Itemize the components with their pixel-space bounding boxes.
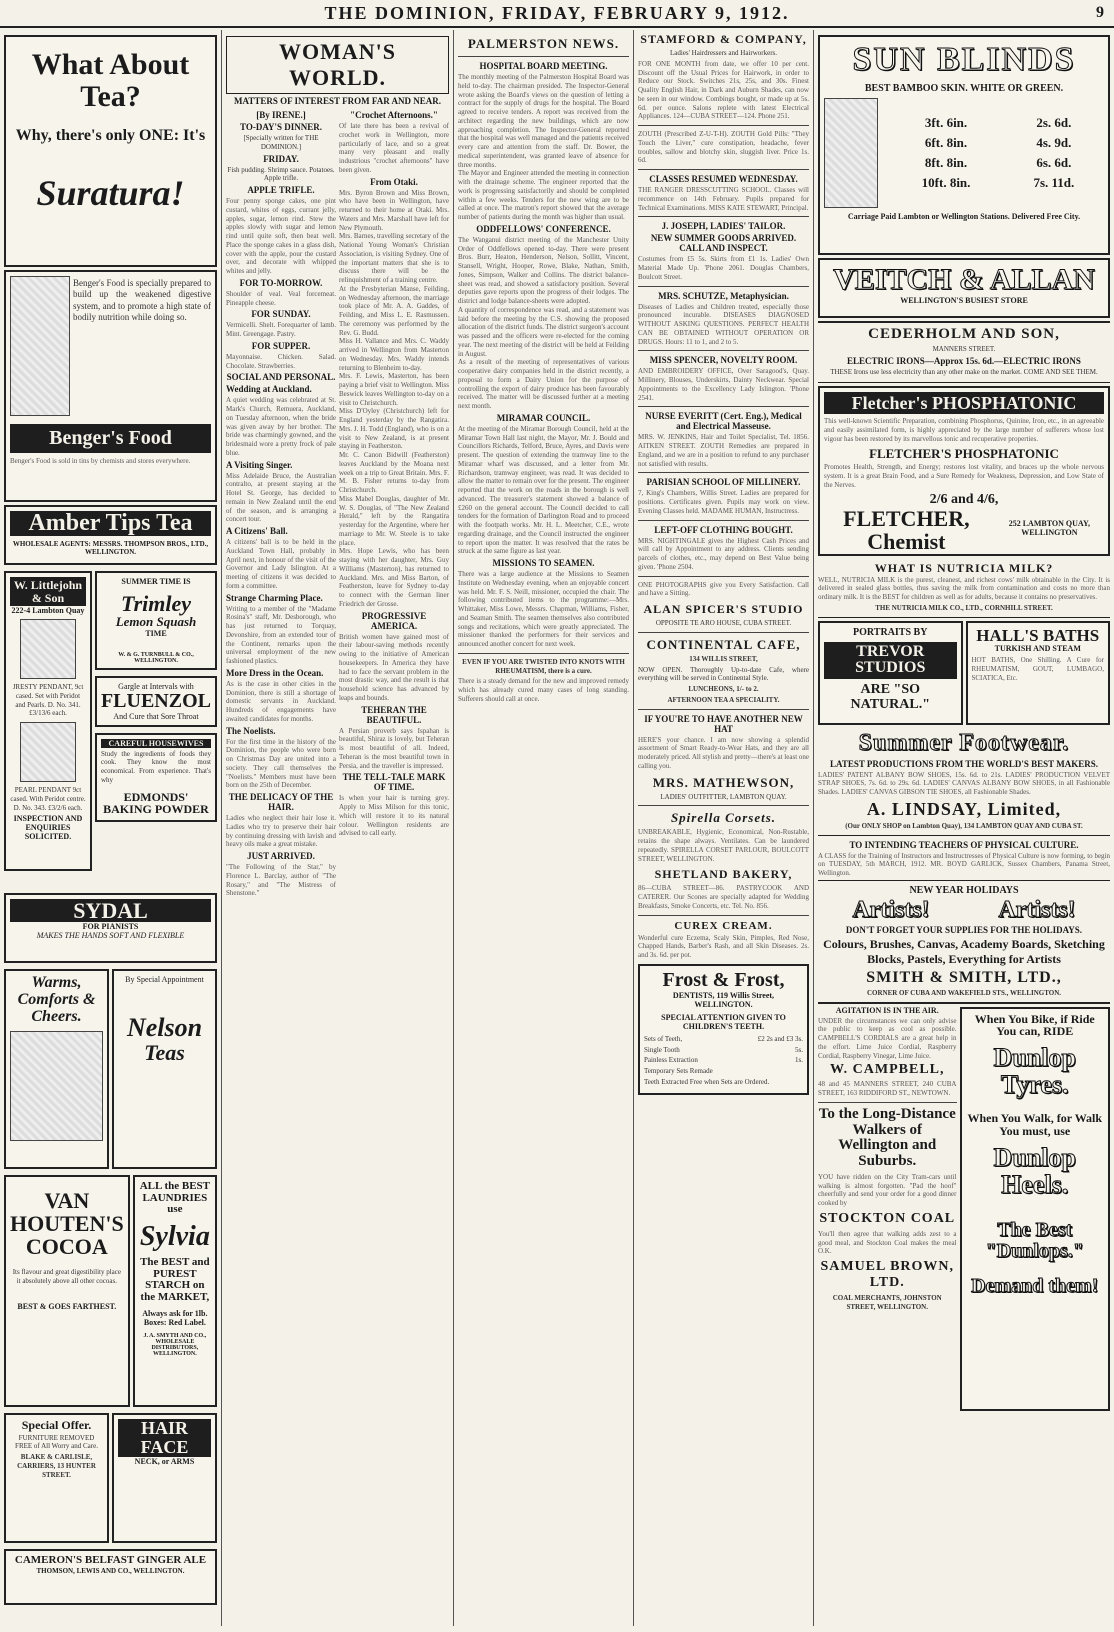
sylvia-starch-ad <box>133 1175 217 1407</box>
pendant-illustration <box>20 619 76 679</box>
schutze: MRS. SCHUTZE, Metaphysician. <box>658 290 789 301</box>
luncheons: LUNCHEONS, 1/- to 2. <box>688 685 759 693</box>
hospital-meeting: HOSPITAL BOARD MEETING. <box>479 61 608 71</box>
lindsay-address: (Our ONLY SHOP on Lambton Quay), 134 LAMBTON QUAY AND CUBA ST. <box>845 821 1083 830</box>
carriage-note: Carriage Paid Lambton or Wellington Stations. Delivered Free City. <box>847 212 1081 221</box>
telltale-mark: THE TELL-TALE MARK OF TIME. <box>342 772 446 793</box>
sun-blinds-ad <box>818 35 1110 255</box>
amber-brand: Amber Tips Tea <box>10 511 211 536</box>
todays-dinner: TO-DAY'S DINNER. <box>239 122 323 132</box>
pendant-2: PEARL PENDANT 9ct cased. With Peridot centre. D. No. 343. £3/2/6 each. <box>10 786 86 812</box>
sun-blinds-title: SUN BLINDS <box>852 41 1076 78</box>
cup-illustration <box>10 1031 103 1141</box>
cafe-open: NOW OPEN. Thoroughly Up-to-date Cafe, where everything will be served in Continental Style. <box>638 665 809 683</box>
trimley-ad <box>95 571 217 670</box>
ladies-tailor: J. JOSEPH, LADIES' TAILOR. <box>661 221 786 232</box>
campbell-firm: W. CAMPBELL, <box>829 1062 945 1078</box>
parisian-school: PARISIAN SCHOOL OF MILLINERY. <box>646 477 801 488</box>
children-teeth: SPECIAL ATTENTION GIVEN TO CHILDREN'S TEETH. <box>661 1012 786 1031</box>
hair-sub: NECK, or ARMS <box>134 1456 195 1466</box>
cederholm-name: CEDERHOLM AND SON, <box>868 326 1060 342</box>
special-note: [Specially written for THE DOMINION.] <box>243 134 319 151</box>
apple-trifle: APPLE TRIFLE. <box>247 185 315 195</box>
portraits-top: PORTRAITS BY <box>853 626 928 638</box>
column-2-womans-world: WOMAN'S WORLD. MATTERS OF INTEREST FROM FAR AND NEAR. [By IRENE.] TO-DAY'S DINNER. [Specially written for THE DOMINION.] FRIDAY. Fish pudding. Shrimp sauce. Potatoes. Apple trifle. APPLE TRIFLE. Four penny sponge cakes, one pint custard, whites of eggs, currant jelly, apples, sugar, lemon rind. Stew the apples slowly with sugar and lemon rind until quite soft, then beat well. Place the sponge cakes in a glass dish, cover with the apple, pour the custard over, and decorate with whipped whites and jelly. FOR TO-MORROW. Shoulder of veal. Veal forcemeat. Pineapple cheese. FOR SUNDAY. Vermicelli. Shelt. Forequarter of lamb. Mint. Greengage. Pastry. FOR SUPPER. Mayonnaise. Chicken. Salad. Chocolate. Strawberries. SOCIAL AND PERSONAL. Wedding at Auckland. A quiet wedding was celebrated at St. Mark's Church, Remuera, Auckland, on Tuesday afternoon, when the bride was given away by her brother. The bride was charmingly gowned, and the bridesmaid wore a pretty frock of pale blue. A Visiting Singer. Miss Adelaide Bruce, the Australian contralto, at present staying at the Hotel St. George, has decided to remain in New Zealand until the end of the season, and is arranging a concert tour. A Citizens' Ball. A citizens' ball is to be held in the Auckland Town Hall, probably in April next, in honour of the visit of the Governor and Lady Islington. At a meeting of citizens it was decided to form a committee. Strange Charming Place. Writing to a member of the "Madame Rosina's" staff, Mr. Desborough, who has just returned to Torquay, Devonshire, from an extended tour of the Continent, remarks upon the universal employment of the new fashioned plastics. More Dress in the Ocean. As is the case in other cities in the Dominion, there is still a shortage of domestic servants in Auckland. Hundreds of engagements have awaited candidates for months. The Noelists. For the first time in the history of the Dominion, the people who were born on Christmas Day are united into a society. They call themselves the "Noelists." Members must have been born on the 25th of December. THE DELICACY OF THE HAIR. Ladies who neglect their hair lose it. Ladies who try to preserve their hair by continuing dressing with lavish and heavy oils make a great mistake. JUST ARRIVED. "The Following of the Star," by Florence L. Barclay, author of "The Rosary," and "The Mistress of Shenstone." "Crochet Afternoons." Of late there has been a revival of crochet work in Wellington, more particularly of lace, and so a great many very pleasant and really industrious "crochet afternoons" have been given. From Otaki. Mrs. Byron Brown and Miss Brown, who have been in Wellington, have returned to their home at Otaki. Mrs. Waters and Mrs. Marshall have left for New Plymouth. Mrs. Barnes, travelling secretary of the National Young Woman's Christian Association, is visiting Sydney. One of the important matters that she is to discuss there will be the relinquishment of a training centre. At the Presbyterian Manse, Feilding, on Wednesday afternoon, the marriage took place of Mr. A. A. Gaddes, of Feilding, and Miss L. E. Rasmussen. The ceremony was performed by the Rev. G. Budd. Miss H. Vallance and Mrs. C. Waddy arrived in Wellington from Masterton on Wednesday. Mrs. Waddy intends returning to Blenheim to-day. Mrs. F. Lewis, Masterton, has been paying a brief visit to Wellington. Miss Beswick leaves Wellington to-day on a visit to Christchurch. Miss D'Oyley (Christchurch) left for England yesterday by the Rangatira. Mrs. J. H. Todd (England), who is on a visit to New Zealand, is at present staying in Featherston. Mr. C. Canon Bidwill (Featherston) leaves Auckland by the Moana next week on a trip to Great Britain. Mrs. F. M. B. Fisher returns to-day from Christchurch. Miss Mabel Douglas, daughter of Mr. W. S. Douglas, of "The New Zealand Herald," left by the Rangatira yesterday for the Argentine, where her marriage to Mr. W. Steele is to take place. Mrs. Hope Lewis, who has been staying with her daughter, Mrs. Guy Williams (Masterton), has returned to Auckland. Mrs. and Miss Barton, of Featherston, leave for Sydney to-day to connect with the German liner Friedrich der Grosse. PROGRESSIVE AMERICA. British women have gained most of their labour-saving methods recently owing to the initiative of American housekeepers. In America they have had to face the servant problem in the most drastic way, and the result is that household science has advanced by leaps and bounds. TEHERAN THE BEAUTIFUL. A Persian proverb says Ispahan is beautiful, Shiraz is lovely, but Teheran is most beautiful of all. Indeed, Teheran is the most beautiful town in Persia, and the traveller is impressed. THE TELL-TALE MARK OF TIME. Is when your hair is turning grey. Apply to Miss Milson for this tonic, which will restore it to its natural colour. Wellington residents are advised to call early. <box>222 30 454 1626</box>
sydal-sub: FOR PIANISTS <box>82 922 139 932</box>
ginger-agents: THOMSON, LEWIS AND CO., WELLINGTON. <box>36 1566 185 1575</box>
price-row: 8ft. 8in. 6s. 6d. <box>924 155 1072 170</box>
veitch-allan-ad <box>818 258 1110 318</box>
shetland-bakery: SHETLAND BAKERY, <box>654 867 793 882</box>
womans-world-subtitle: MATTERS OF INTEREST FROM FAR AND NEAR. <box>234 96 441 106</box>
dunlop-line2: When You Walk, for Walk You must, use <box>967 1111 1103 1139</box>
continental-cafe: CONTINENTAL CAFE, <box>646 636 801 652</box>
veitch-name: VEITCH & ALLAN <box>833 263 1095 296</box>
stockton-coal: STOCKTON COAL <box>819 1210 956 1226</box>
miss-spencer: MISS SPENCER, NOVELTY ROOM. <box>649 355 798 366</box>
artists-sub: DON'T FORGET YOUR SUPPLIES FOR THE HOLIDAYS. <box>845 924 1083 935</box>
trimley-time: TIME <box>145 628 167 638</box>
baths-name: HALL'S BATHS <box>976 625 1100 645</box>
sylvia-agent: J. A. SMYTH AND CO., WHOLESALE DISTRIBUTORS, WELLINGTON. <box>143 1333 207 1358</box>
sylvia-ask: Always ask for 1lb. Boxes: Red Label. <box>142 1309 208 1328</box>
citizens-ball: A Citizens' Ball. <box>226 526 288 536</box>
fluenzol-brand: FLUENZOL <box>100 689 211 712</box>
column-3-palmerston-news: PALMERSTON NEWS. HOSPITAL BOARD MEETING. The monthly meeting of the Palmerston Hospital Board was held to-day. The chairman presided. The Inspector-General wrote asking the Board's views on the question of letting a contract for the supply of drugs for the hospital. The Board agreed to receive tenders. A report was received from the architect regarding the new buildings, which are now approaching completion. The Inspector-General reported that the hospital was well managed and the patients received every care and attention from the staff. Dr. Bower, the medical superintendent, was granted leave of absence for three months. The Mayor and Engineer attended the meeting in connection with the drainage scheme. The engineer reported that the work is progressing satisfactorily and should be completed within a few weeks. Tenders for the new wing are to be called at once. The matron's report showed that the average number of patients during the month was higher than usual. ODDFELLOWS' CONFERENCE. The Wanganui district meeting of the Manchester Unity Order of Oddfellows opened to-day. There were present Bros. Burr, Heaton, Henderson, Nelson, Sollitt, Vincent, Stansell, Wright, Hooper, Rowe, Blake, Nathan, Smith, Jones, Simpson, Walker and Collins. The district balance-sheet was read, and showed a satisfactory position. Several deputies gave reports upon the progress of their lodges. The district and lodge balance-sheets were adopted. A quantity of correspondence was read, and a statement was laid before the meeting by the C.S. showing the proposed allocation of the district funds. The district surgeon's account was passed and the officers were re-elected for the coming year. The next meeting of the district will be held at Feilding in August. As a result of the meeting of representatives of various cooperative dairy companies held in the district recently, a proposal to form a Dairy Union for the purpose of controlling the export of dairy produce has been favourably received. The matter will be discussed further at a meeting next month. MIRAMAR COUNCIL. At the meeting of the Miramar Borough Council, held at the Miramar Town Hall last night, the Mayor, Mr. J. Bould and Councillors Richards, Telford, Bruce, Ayres, and Davis were present. The question of extending the tramway line to the Miramar wharf was discussed, and a letter from Mr. Richardson, tramway engineer, was read. It was decided to allow the matter to remain over for the present. The engineer reported that the work on the roads in the borough is well advanced. The treasurer's statement showed a balance of £260 on the general account. The Council decided to call tenders for the formation of Darlington Road and to proceed with the footpath works. Mr. H. L. Meetcher, C.E., wrote regarding drainage, and the Council instructed the engineer to report upon the matter. It was resolved that the rates be struck at the same figure as last year. MISSIONS TO SEAMEN. There was a large audience at the Missions to Seamen Institute on Wednesday evening, when an enjoyable concert was held. Mr. F. S. Neill, missioner, occupied the chair. The following contributed items to the programme:—Mrs. Whittaker, Miss Lowe, Messrs. Chapman, Williams, Fisher, and Seaman Smith. The seamen themselves also contributed songs and recitations, which were greatly appreciated. The missioner thanked the performers for their services and announced another concert for next week. EVEN IF YOU ARE TWISTED INTO KNOTS WITH RHEUMATISM, there is a cure. There is a steady demand for the new and improved remedy which has already cured many cases of long standing. Sufferers should call at once. <box>454 30 634 1626</box>
fluenzol-text: Gargle at Intervals with <box>118 681 194 691</box>
stamford-name: STAMFORD & COMPANY, <box>640 32 807 46</box>
friday-label: FRIDAY. <box>263 153 299 164</box>
miramar-council: MIRAMAR COUNCIL. <box>496 412 591 423</box>
furniture-ad <box>4 1413 109 1543</box>
furniture-title: Special Offer. <box>21 1418 92 1432</box>
vanhouten-ad <box>4 1175 130 1407</box>
vanhouten-brand: VAN HOUTEN'S COCOA <box>10 1188 124 1260</box>
sylvia-brand: Sylvia <box>139 1220 210 1252</box>
housewives-title: CAREFUL HOUSEWIVES <box>101 739 211 748</box>
lindsay-firm: A. LINDSAY, Limited, <box>866 798 1062 819</box>
dunlop-best: The Best "Dunlops." <box>985 1219 1084 1263</box>
vanhouten-text: Its flavour and great digestibility place it absolutely above all other cocoas. <box>12 1268 121 1286</box>
coal-sub: COAL MERCHANTS, JOHNSTON STREET, WELLINGTON. <box>832 1294 942 1311</box>
agitation-title: AGITATION IS IN THE AIR. <box>835 1005 939 1015</box>
teeth-item: Painless Extraction 1s. <box>644 1056 803 1065</box>
cederholm-text: THESE Irons use less electricity than any other make on the market. COME AND SEE THEM. <box>830 367 1098 376</box>
artists-title: Artists! <box>852 896 930 923</box>
charming-place: Strange Charming Place. <box>226 592 323 603</box>
phosphatonic-price: 2/6 and 4/6, <box>929 491 999 507</box>
dunlop-tyres: Dunlop Tyres. <box>993 1042 1076 1100</box>
footwear-title: Summer Footwear. <box>858 729 1070 756</box>
new-hat: IF YOU'RE TO HAVE ANOTHER NEW HAT <box>644 713 803 734</box>
afternoon-tea: AFTERNOON TEA A SPECIALITY. <box>667 695 780 704</box>
sydal-brand: SYDAL <box>10 899 211 922</box>
price-row: 3ft. 6in. 2s. 6d. <box>924 115 1072 130</box>
from-otaki: From Otaki. <box>370 176 418 187</box>
price-row: 6ft. 8in. 4s. 9d. <box>924 135 1072 150</box>
teheran-beautiful: TEHERAN THE BEAUTIFUL. <box>361 704 427 725</box>
trimley-sub: Lemon Squash <box>115 614 197 630</box>
veitch-tag: WELLINGTON'S BUSIEST STORE <box>900 295 1028 305</box>
column-4-small-ads: STAMFORD & COMPANY, Ladies' Hairdressers and Hairworkers. FOR ONE MONTH from date, we offer 10 per cent. Discount off the Usual Prices for Hairwork, in order to Reduce our Stock. Switches 21s, 25s, and 30s. Finest Quality English Hair, in Dark and Auburn Shades, can now be seen in our window. Combings bought, or made up at 5s. 6d. per ounce. Salons replete with latest Electrical Appliances. 124—CUBA STREET—124. Phone 251. ZOUTH (Prescribed Z-U-T-H). ZOUTH Gold Pills: "They Touch the Liver," cure constipation, headache, fever troubles, sallow and blotchy skin, sluggish liver. Price 1s. 6d. CLASSES RESUMED WEDNESDAY. THE RANGER DRESSCUTTING SCHOOL. Classes will recommence on 14th February. Pupils prepared for Technical Examinations. MISS KATE STEWART, Principal. J. JOSEPH, LADIES' TAILOR. NEW SUMMER GOODS ARRIVED. CALL AND INSPECT. Costumes from £5 5s. Skirts from £1 1s. Ladies' Own Material Made Up. 'Phone 2061. Douglas Chambers, Boulcott Street. MRS. SCHUTZE, Metaphysician. Diseases of Ladies and Children treated, especially those pronounced incurable. DISEASES DIAGNOSED WITHOUT ASKING QUESTIONS. PERFECT HEALTH CAN BE OBTAINED WITHOUT OPERATION OR DRUGS. Hours: 11 to 1, and 2 to 5. MISS SPENCER, NOVELTY ROOM. AND EMBROIDERY OFFICE, Over Saragood's, Quay. Millinery, Blouses, Underskirts, Dainty Neckwear. Special Appointments to the Excellency Lady Islington. 'Phone 2541. NURSE EVERITT (Cert. Eng.), Medical and Electrical Masseuse. MRS. W. JENKINS, Hair and Toilet Specialist, Tel. 1856. AITKEN STREET. ZOUTH Remedies are prepared in England, and we are in a position to refund to any purchaser not satisfied with results. PARISIAN SCHOOL OF MILLINERY. 7, King's Chambers, Willis Street. Ladies are prepared for positions. Certificates given. Pupils may work on view. Evening Classes held. MADAME HUMAN, Instructress. LEFT-OFF CLOTHING BOUGHT. MRS. NIGHTINGALE gives the Highest Cash Prices and will call by Appointment to any address. Clients sending parcels of clothes, etc., may depend on Best Value being given. 'Phone 2504. ONE PHOTOGRAPHS give you Every Satisfaction. Call and have a Sitting. ALAN SPICER'S STUDIO OPPOSITE TE ARO HOUSE, CUBA STREET. CONTINENTAL CAFE, 134 WILLIS STREET, NOW OPEN. Thoroughly Up-to-date Cafe, where everything will be served in Continental Style. LUNCHEONS, 1/- to 2. AFTERNOON TEA A SPECIALITY. IF YOU'RE TO HAVE ANOTHER NEW HAT HERE'S your chance. I am now showing a splendid assortment of Smart Ready-to-Wear Hats, and they are all moderately priced. All stylish and pretty—there's at least one calling you. MRS. MATHEWSON, LADIES' OUTFITTER, LAMBTON QUAY. Spirella Corsets. UNBREAKABLE, Hygienic, Economical, Non-Rustable, retains the shape always. Ventilates. Can be laundered repeatedly. SPIRELLA CORSET PARLOUR, BOULCOTT STREET, WELLINGTON. SHETLAND BAKERY, 86—CUBA STREET—86. PASTRYCOOK AND CATERER. Our Scones are specially adapted for Wedding Breakfasts, Smoke Concerts, etc. Tel. No. 856. CUREX CREAM. Wonderful cure Eczema, Scaly Skin, Pimples, Red Nose, Chapped Hands, Barber's Rash, and all Skin Diseases. 2s. and 3s. 6d. per pot. Frost & Frost, DENTISTS, 119 Willis Street, WELLINGTON. SPECIAL ATTENTION GIVEN TO CHILDREN'S TEETH. Sets of Teeth, £2 2s and £3 3s. Single Tooth 5s. Painless Extraction 1s. Temporary Sets Remade Teeth Extracted Free when Sets are Ordered. <box>634 30 814 1626</box>
sylvia-sub: The BEST and PUREST STARCH on the MARKET, <box>140 1256 210 1303</box>
oddfellows-conference: ODDFELLOWS' CONFERENCE. <box>476 223 611 234</box>
newspaper-title: THE DOMINION, FRIDAY, FEBRUARY 9, 1912. <box>324 2 790 23</box>
sun-blinds-sub: BEST BAMBOO SKIN. WHITE OR GREEN. <box>864 83 1064 94</box>
dress-ocean: More Dress in the Ocean. <box>226 667 324 678</box>
teeth-item: Sets of Teeth, £2 2s and £3 3s. <box>644 1034 803 1043</box>
ginger-ale-ad <box>4 1549 217 1605</box>
fletcher-chemist: FLETCHER, Chemist <box>843 506 970 555</box>
mathewson-sub: LADIES' OUTFITTER, LAMBTON QUAY. <box>660 792 787 801</box>
curex-cream: CUREX CREAM. <box>674 919 773 932</box>
nutricia-title: WHAT IS NUTRICIA MILK? <box>874 560 1054 575</box>
delicacy-hair: THE DELICACY OF THE HAIR. <box>228 792 334 812</box>
friday-menu: Fish pudding. Shrimp sauce. Potatoes. Apple trifle. <box>227 165 335 183</box>
fluenzol-tail: And Cure that Sore Throat <box>113 711 199 721</box>
benger-brand: Benger's Food <box>10 424 211 453</box>
vanhouten-tag: BEST & GOES FARTHEST. <box>17 1301 117 1311</box>
spicer-studio: ALAN SPICER'S STUDIO <box>643 602 804 616</box>
cafe-address: 134 WILLIS STREET, <box>689 654 758 663</box>
edmonds-brand: EDMONDS' BAKING POWDER <box>103 789 209 817</box>
trimley-agent: W. & G. TURNBULL & CO., WELLINGTON. <box>118 651 194 664</box>
new-year-holidays: NEW YEAR HOLIDAYS <box>909 884 1019 896</box>
suratura-brand: Suratura! <box>36 172 185 213</box>
inspection-note: INSPECTION AND ENQUIRIES SOLICITED. <box>13 814 83 842</box>
hair-brand: HAIR FACE <box>118 1419 211 1457</box>
trimley-top: SUMMER TIME IS <box>121 577 191 586</box>
pendant-illustration-2 <box>20 722 76 782</box>
halls-baths-ad: HALL'S BATHS TURKISH AND STEAM HOT BATHS, One Shilling. A Cure for RHEUMATISM, GOUT, LUMBAGO, SCIATICA, Etc. <box>966 621 1111 725</box>
rheumatism-notice: EVEN IF YOU ARE TWISTED INTO KNOTS WITH RHEUMATISM, there is a cure. <box>462 657 625 675</box>
phosphatonic-sub: FLETCHER'S PHOSPHATONIC <box>869 445 1059 461</box>
nelson-brand: Nelson <box>126 1013 203 1042</box>
hair-face-ad <box>112 1413 217 1543</box>
warms-text: Warms, Comforts & Cheers. <box>17 974 96 1025</box>
wedding-auckland: Wedding at Auckland. <box>226 384 312 395</box>
smith-firm: SMITH & SMITH, LTD., <box>866 968 1062 986</box>
trevor-brand: TREVOR STUDIOS <box>824 642 957 680</box>
masthead <box>0 0 1114 28</box>
trevor-studios-ad <box>818 621 963 725</box>
new-summer-goods: NEW SUMMER GOODS ARRIVED. CALL AND INSPECT. <box>650 233 797 254</box>
teeth-item: Temporary Sets Remade <box>644 1067 713 1075</box>
teeth-item: Teeth Extracted Free when Sets are Ordered. <box>644 1077 770 1086</box>
stamford-sub: Ladies' Hairdressers and Hairworkers. <box>670 49 777 57</box>
benger-food-ad: Benger's Food is specially prepared to build up the weakened digestive system, and to promote a high state of bodily nutrition while doing so. Benger's Food Benger's Food is sold in tins by chemists and stores everywhere. <box>4 270 217 502</box>
suratura-tea-ad <box>4 35 217 267</box>
benger-text: Benger's Food is specially prepared to build up the weakened digestive system, and to promote a high state of bodily nutrition while doing so. <box>73 278 211 322</box>
furniture-text: FURNITURE REMOVED FREE of All Worry and Care. <box>15 1433 98 1451</box>
mrs-mathewson: MRS. MATHEWSON, <box>652 774 795 790</box>
littlejohn-ad <box>4 571 92 871</box>
sylvia-top: ALL the BEST LAUNDRIES use <box>139 1180 210 1216</box>
dunlop-line1: When You Bike, if Ride You can, RIDE <box>974 1011 1095 1039</box>
nelson-appointment: By Special Appointment <box>125 975 204 984</box>
amber-agents: WHOLESALE AGENTS: MESSRS. THOMPSON BROS., LTD., WELLINGTON. <box>12 540 209 557</box>
clothing-bought: LEFT-OFF CLOTHING BOUGHT. <box>654 524 793 535</box>
furniture-firm: BLAKE & CARLISLE, CARRIERS, 13 HUNTER STREET. <box>17 1453 96 1479</box>
blind-illustration <box>824 98 878 208</box>
dunlop-ad <box>960 1007 1111 1411</box>
samuel-brown: SAMUEL BROWN, LTD. <box>820 1259 955 1291</box>
ginger-brand: CAMERON'S BELFAST GINGER ALE <box>14 1554 207 1566</box>
portraits-sub: ARE "SO NATURAL." <box>850 682 930 712</box>
artists-list: Colours, Brushes, Canvas, Academy Boards, Sketching Blocks, Pastels, Everything for Artists <box>823 936 1105 966</box>
cederholm-street: MANNERS STREET. <box>932 345 996 353</box>
littlejohn-name: W. Littlejohn & Son <box>10 577 86 606</box>
sydal-ad <box>4 893 217 963</box>
physical-culture-title: TO INTENDING TEACHERS OF PHYSICAL CULTURE. <box>849 839 1079 850</box>
fletcher-address: 252 LAMBTON QUAY, WELLINGTON <box>1008 519 1090 538</box>
warms-cheers-ad <box>4 969 109 1169</box>
nelson-sub: Teas <box>144 1040 185 1066</box>
housewives-ad <box>95 733 217 822</box>
photographs-note: ONE PHOTOGRAPHS give you Every Satisfaction. Call and have a Sitting. <box>638 580 809 598</box>
blinds-price-table <box>888 113 1104 193</box>
fluenzol-ad <box>95 676 217 727</box>
byline: [By IRENE.] <box>256 110 306 120</box>
just-arrived: JUST ARRIVED. <box>247 851 315 861</box>
littlejohn-address: 222-4 Lambton Quay <box>11 606 85 616</box>
phosphatonic-ad: Fletcher's PHOSPHATONIC This well-known Scientific Preparation, combining Phosphorus, Quinine, Iron, etc., in an agreeable and easily assimilated form, is highly appreciated by the large number of sufferers whose lost vigour has been restored by its marvellous tonic and recuperative properties. FLETCHER'S PHOSPHATONIC Promotes Health, Strength, and Energy; restores lost vitality, and braces up the whole nervous system. It is a great Brain Food, and a Sure Remedy for Weakness, Depression, and Low State of the Nerves. 2/6 and 4/6, FLETCHER, Chemist 252 LAMBTON QUAY, WELLINGTON <box>818 386 1110 556</box>
dunlop-heels: Dunlop Heels. <box>993 1142 1076 1199</box>
nelson-teas-ad <box>112 969 217 1169</box>
column-1-advertisements <box>0 30 222 1626</box>
phosphatonic-name: Fletcher's PHOSPHATONIC <box>824 392 1104 415</box>
smith-address: CORNER OF CUBA AND WAKEFIELD STS., WELLINGTON. <box>866 988 1062 997</box>
nurse-everitt: NURSE EVERITT (Cert. Eng.), Medical and Electrical Masseuse. <box>645 411 802 432</box>
frost-sub: DENTISTS, 119 Willis Street, WELLINGTON. <box>672 990 775 1009</box>
sydal-tag: MAKES THE HANDS SOFT AND FLEXIBLE <box>36 931 185 941</box>
coal-title: To the Long-Distance Walkers of Wellington and Suburbs. <box>818 1105 956 1170</box>
price-row: 10ft. 8in. 7s. 11d. <box>921 175 1075 190</box>
teeth-price-list <box>644 1035 803 1087</box>
for-supper: FOR SUPPER. <box>251 340 311 351</box>
crochet-afternoons: "Crochet Afternoons." <box>350 110 438 120</box>
woman-illustration <box>10 276 70 416</box>
baths-sub: TURKISH AND STEAM <box>994 644 1081 654</box>
column-5-advertisements: SUN BLINDS BEST BAMBOO SKIN. WHITE OR GREEN. 3ft. 6in. 2s. 6d. 6ft. 8in. 4s. 9d. 8ft. 8in. 6s. 6d. 10ft. 8in. 7s. 11d. Carriage Paid Lambton or Wellington Stations. Delivered Free City. VEITCH & ALLAN WELLINGTON'S BUSIEST STORE CEDERHOLM AND SON, MANNERS STREET. ELECTRIC IRONS—Approx 15s. 6d.—ELECTRIC IRONS THESE Irons use less electricity than any other make on the market. COME AND SEE THEM. Fletcher's PHOSPHATONIC This well-known Scientific Preparation, combining Phosphorus, Quinine, Iron, etc., in an agreeable and easily assimilated form, is highly appreciated by the large number of sufferers whose lost vigour has been restored by its marvellous tonic and recuperative properties. FLETCHER'S PHOSPHATONIC Promotes Health, Strength, and Energy; restores lost vitality, and braces up the whole nervous system. It is a great Brain Food, and a Sure Remedy for Weakness, Depression, and Low State of the Nerves. 2/6 and 4/6, FLETCHER, Chemist 252 LAMBTON QUAY, WELLINGTON WHAT IS NUTRICIA MILK? WELL, NUTRICIA MILK is the purest, cleanest, and richest cows' milk obtainable in the City. It is delivered in sealed glass bottles, thus saving the milk from contamination and costs no more than ordinary milk. It is the BEST for children as well as for adults, because it contains no preservatives. THE NUTRICIA MILK CO., LTD., CORNHILL STREET. PORTRAITS BY TREVOR STUDIOS ARE "SO NATURAL." HALL'S BATHS TURKISH AND STEAM HOT BATHS, One Shilling. A Cure for RHEUMATISM, GOUT, LUMBAGO, SCIATICA, Etc. Summer Footwear. LATEST PRODUCTIONS FROM THE WORLD'S BEST MAKERS. LADIES' PATENT ALBANY BOW SHOES, 15s. 6d. to 21s. LADIES' PRODUCTION VELVET STRAP SHOES, 7s. 6d. to 29s. 6d. LADIES' CANVAS ALBANY BOW SHOES, in all Fashionable Shades. LADIES' CANVAS GIBSON TIE SHOES, all Fashionable Shades. A. LINDSAY, Limited, (Our ONLY SHOP on Lambton Quay), 134 LAMBTON QUAY AND CUBA ST. TO INTENDING TEACHERS OF PHYSICAL CULTURE. A CLASS for the Training of Instructors and Instructresses of Physical Culture is now forming, to begin on TUESDAY, 5th MARCH, 1912. MR. BOYD GARLICK, Sussex Chambers, Panama Street, Wellington. NEW YEAR HOLIDAYS Artists! Artists! DON'T FORGET YOUR SUPPLIES FOR THE HOLIDAYS. Colours, Brushes, Canvas, Academy Boards, Sketching Blocks, Pastels, Everything for Artists SMITH & SMITH, LTD., CORNER OF CUBA AND WAKEFIELD STS., WELLINGTON. AGITATION IS IN THE AIR. UNDER the circumstances we can only advise the public to keep as cool as possible. CAMPBELL'S CORDIALS are a great help in the effort. Lime Juice Cordial, Raspberry Cordial, Raspberry Vinegar, Lime Juice. W. CAMPBELL, 48 and 45 MANNERS STREET, 240 CUBA STREET, 163 RIDDIFORD ST., NEWTOWN. To the Long-Distance Walkers of Wellington and Suburbs. YOU have ridden on the City Tram-cars until walking is almost forgotten. "Pad the hoof" cheerfully and send your order for a good dinner cooked by STOCKTON COAL You'll then agree that walking adds zest to a good meal, and Stockton Coal makes the meal O.K. SAMUEL BROWN, LTD. COAL MERCHANTS, JOHNSTON STREET, WELLINGTON. When You Bike, if Ride You can, RIDE Dunlop Tyres. When You Walk, for Walk You must, use Dunlop Heels. The Best "Dunlops." Demand them! <box>814 30 1114 1626</box>
dunlop-demand: Demand them! <box>971 1275 1099 1298</box>
teeth-item: Single Tooth 5s. <box>644 1045 803 1054</box>
noelists: The Noelists. <box>226 725 276 736</box>
artists-title-repeat: Artists! <box>998 896 1076 923</box>
tea-headline: What About Tea? <box>31 48 190 113</box>
missions-seamen: MISSIONS TO SEAMEN. <box>492 558 595 568</box>
womans-world-title: WOMAN'S WORLD. <box>226 36 449 94</box>
frost-name: Frost & Frost, <box>662 968 785 991</box>
for-tomorrow: FOR TO-MORROW. <box>239 277 323 288</box>
footwear-sub: LATEST PRODUCTIONS FROM THE WORLD'S BEST MAKERS. <box>830 758 1098 769</box>
visiting-singer: A Visiting Singer. <box>226 459 293 470</box>
spirella-corsets: Spirella Corsets. <box>670 810 777 826</box>
amber-tips-tea-ad <box>4 505 217 565</box>
nutricia-firm: THE NUTRICIA MILK CO., LTD., CORNHILL STREET. <box>875 603 1053 612</box>
page-number: 9 <box>1096 4 1104 21</box>
trimley-brand: Trimley <box>120 591 192 616</box>
for-sunday: FOR SUNDAY. <box>251 309 311 320</box>
tea-subline: Why, there's only ONE: It's <box>15 127 206 144</box>
housewives-text: Study the ingredients of foods they cook. They know the most economical. From experience. That's why <box>100 749 211 784</box>
social-personal: SOCIAL AND PERSONAL. <box>226 372 336 383</box>
pendant-1: JRESTY PENDANT, 9ct cased. Set with Peridot and Pearls. D. No. 341. £3/13/6 each. <box>12 683 84 718</box>
electric-irons: ELECTRIC IRONS—Approx 15s. 6d.—ELECTRIC IRONS <box>847 355 1081 366</box>
palmerston-title: PALMERSTON NEWS. <box>467 36 620 51</box>
progressive-america: PROGRESSIVE AMERICA. <box>361 610 427 631</box>
classes-resumed: CLASSES RESUMED WEDNESDAY. <box>649 174 798 184</box>
spicer-address: OPPOSITE TE ARO HOUSE, CUBA STREET. <box>655 619 792 627</box>
frost-dentists-ad <box>638 964 809 1095</box>
